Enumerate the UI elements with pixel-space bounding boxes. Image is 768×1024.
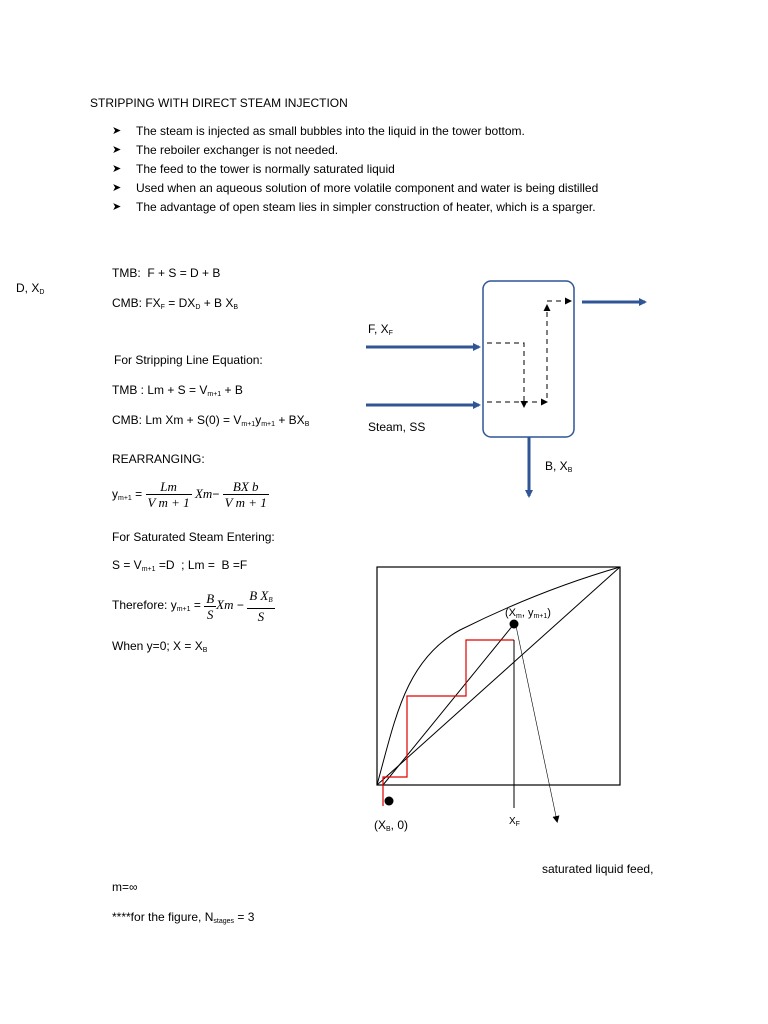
stripping-heading: For Stripping Line Equation: (114, 353, 263, 367)
feed-label: F, $X_F$ (368, 322, 393, 337)
operating-line-equation: $y_{m+1}$ = $\frac{Lm}{\text{V m + 1}}$ Xm− $\frac{\text{BX b}}{\text{V m + 1}}$ (112, 479, 267, 511)
bottoms-label: B, $X_B$ (545, 459, 573, 474)
tmb-stripping-equation: TMB : $Lm + S = V_{m+1} + B$ (112, 383, 243, 398)
stripping-column (483, 281, 574, 437)
saturated-liquid-label: saturated liquid feed, (542, 862, 654, 876)
mccabe-thiele-plot (377, 567, 620, 821)
arrow-bullet-icon: ➤ (112, 163, 122, 175)
tmb-equation: TMB: F + S = D + B (112, 266, 221, 280)
page-title: STRIPPING WITH DIRECT STEAM INJECTION (90, 96, 348, 110)
q-line-pointer (516, 626, 557, 821)
list-item: ➤ The feed to the tower is normally saturated liquid (112, 160, 598, 179)
point-xb (385, 797, 394, 806)
list-item: ➤ The steam is injected as small bubbles into the liquid in the tower bottom. (112, 122, 598, 141)
saturated-steam-heading: For Saturated Steam Entering: (112, 530, 275, 544)
arrow-bullet-icon: ➤ (112, 144, 122, 156)
cmb-equation: CMB: $FX_F = DX_D + B$ $X_B$ (112, 296, 239, 311)
stage-steps (383, 640, 514, 806)
m-infinity: m=∞ (112, 880, 138, 894)
rearranging-heading: REARRANGING: (112, 452, 205, 466)
list-item: ➤ The reboiler exchanger is not needed. (112, 141, 598, 160)
therefore-equation: Therefore: $y_{m+1}$ = $\frac{B}{S}$ Xm − $\frac{B X_B}{S}$ (112, 588, 273, 624)
cmb-stripping-equation: CMB: Lm $Xm + S(0) = V_{m+1}y_{m+1} + BX_B$ (112, 413, 310, 428)
distillate-label: D, $X_D$ (16, 281, 45, 296)
list-item: ➤ Used when an aqueous solution of more volatile component and water is being distilled (112, 179, 598, 198)
operating-line (383, 624, 514, 785)
arrow-bullet-icon: ➤ (112, 201, 122, 213)
point-xm-label: ($X_m$, $y_{m+1}$) (505, 607, 551, 620)
arrow-bullet-icon: ➤ (112, 182, 122, 194)
point-xb-label: ($X_B$, 0) (374, 818, 409, 833)
when-y-zero: When y=0; $X = X_B$ (112, 639, 208, 654)
steam-label: Steam, SS (368, 420, 426, 434)
xf-axis-label: $X_F$ (509, 816, 520, 828)
stages-note: ****for the figure, $N_{stages} = 3$ (112, 910, 255, 925)
saturated-steam-equation: $S = V_{m+1} =D$ ; Lm = B =F (112, 558, 248, 573)
list-item: ➤ The advantage of open steam lies in simpler construction of heater, which is a sparger. (112, 198, 598, 217)
arrow-bullet-icon: ➤ (112, 125, 122, 137)
